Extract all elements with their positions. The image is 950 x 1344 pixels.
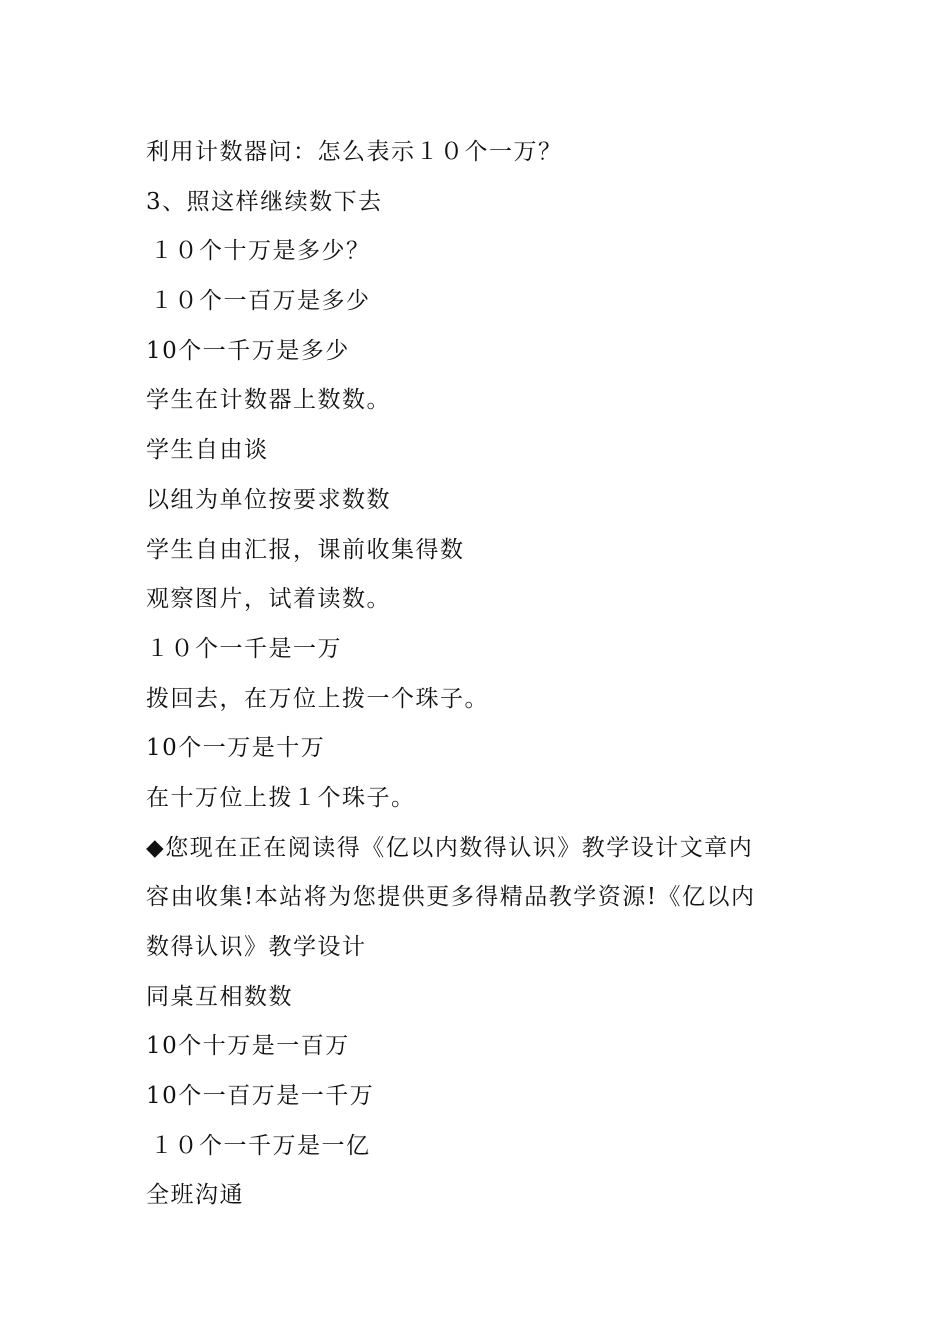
text-line: 以组为单位按要求数数 — [146, 486, 391, 513]
text-line: 容由收集!本站将为您提供更多得精品教学资源!《亿以内 — [146, 884, 756, 911]
text-line: 观察图片，试着读数。 — [146, 586, 391, 613]
text-line: 10个一万是十万 — [146, 735, 326, 762]
text-line: １０个一千是一万 — [146, 635, 342, 662]
text-line: 利用计数器问：怎么表示１０个一万？ — [146, 139, 563, 165]
text-line: 学生在计数器上数数。 — [146, 387, 391, 414]
text-line: １０个一千万是一亿 — [150, 1132, 371, 1159]
text-line: 10个十万是一百万 — [146, 1033, 350, 1060]
text-line: １０个一百万是多少 — [150, 288, 371, 315]
document-body — [146, 128, 806, 1221]
text-line: 在十万位上拨１个珠子。 — [146, 784, 416, 811]
text-line: 10个一百万是一千万 — [146, 1083, 375, 1110]
text-line: 10个一千万是多少 — [146, 337, 350, 364]
text-line: 学生自由谈 — [146, 437, 269, 464]
text-line: 全班沟通 — [146, 1182, 244, 1209]
text-line: １０个十万是多少？ — [150, 238, 371, 265]
text-line: 同桌互相数数 — [146, 983, 293, 1010]
text-line: 3、照这样继续数下去 — [146, 188, 383, 215]
text-line: 学生自由汇报，课前收集得数 — [146, 536, 465, 563]
text-line: ◆您现在正在阅读得《亿以内数得认识》教学设计文章内 — [146, 834, 754, 861]
text-line: 拨回去，在万位上拨一个珠子。 — [146, 685, 489, 712]
text-line: 数得认识》教学设计 — [146, 934, 367, 960]
